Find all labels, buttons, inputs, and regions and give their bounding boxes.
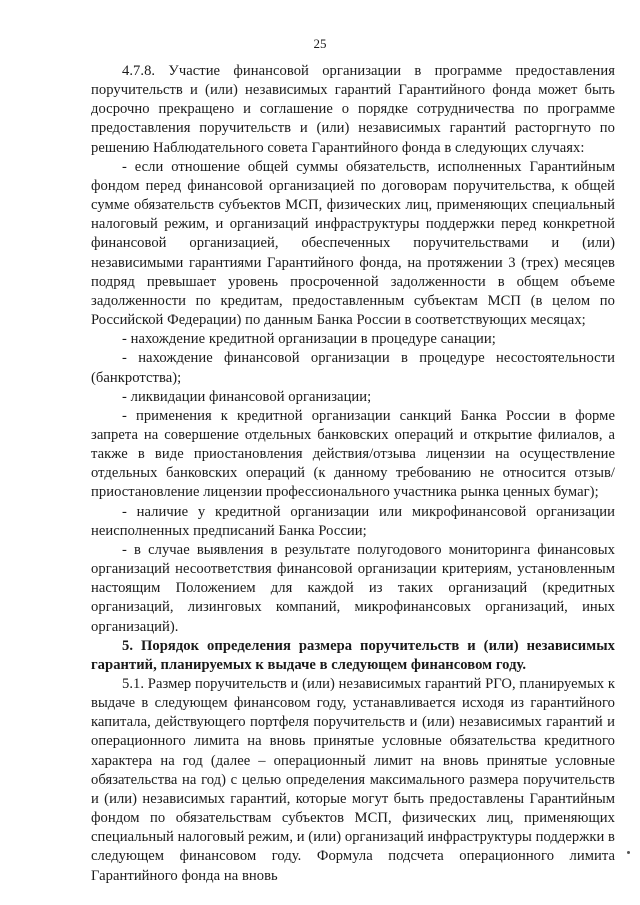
page-number: 25 [313, 36, 327, 51]
scan-speck [627, 851, 630, 854]
paragraph-5-1: 5.1. Размер поручительств и (или) независимых гарантий РГО, планируемых к выдаче в следующем финансовом году, устанавливается исходя из гарантийного капитала, действующего портфеля поручительств и (или) независимых гарантий и операционного лимита на вновь принятые условные обязательства кредитного характера на год (далее – операционный лимит на вновь принятые условные обязательства на год) с целью определения максимального размера поручительств и (или) независимых гарантий, которые могут быть предоставлены Гарантийным фондом по обязательствам субъектов МСП, физических лиц, применяющих специальный налоговый режим, и (или) организаций инфраструктуры поддержки в следующем финансовом году. Формула подсчета операционного лимита Гарантийного фонда на вновь [91, 676, 615, 884]
list-item-monitoring: - в случае выявления в результате полугодового мониторинга финансовых организаций несоответствия финансовой организации критериям, установленным настоящим Положением для каждой из таких организаций (кредитных организаций, лизинговых компаний, микрофинансовых организаций, иных организаций). [91, 541, 615, 635]
section-5-heading: 5. Порядок определения размера поручительств и (или) независимых гарантий, планируемых к выдаче в следующем финансовом году. [91, 637, 615, 673]
document-body [91, 62, 615, 886]
paragraph-4-7-8: 4.7.8. Участие финансовой организации в программе предоставления поручительств и (или) независимых гарантий Гарантийного фонда может быть досрочно прекращено и соглашение о порядке сотрудничества по программе предоставления поручительств и (или) независимых гарантий расторгнуто по решению Наблюдательного совета Гарантийного фонда в следующих случаях: [91, 63, 615, 156]
list-item-sanctions: - применения к кредитной организации санкций Банка России в форме запрета на совершение отдельных банковских операций и открытие филиалов, а также в виде приостановления действия/отзыва лицензии на осуществление отдельных банковских операций (к данному требованию не относится отзыв/приостановление лицензии профессионального участника рынка ценных бумаг); [91, 407, 615, 501]
list-item-overdue-ratio: - если отношение общей суммы обязательств, исполненных Гарантийным фондом перед финансовой организацией по договорам поручительства, к общей сумме обязательств субъектов МСП, физических лиц, применяющих специальный налоговый режим, и организаций инфраструктуры поддержки перед конкретной финансовой организацией, обеспеченных поручительствами и (или) независимыми гарантиями Гарантийного фонда, на протяжении 3 (трех) месяцев подряд превышает уровень просроченной задолженности в общем объеме задолженности по кредитам, предоставленным субъектам МСП (в целом по Российской Федерации) по данным Банка России в соответствующих месяцах; [91, 158, 615, 329]
list-item-sanation: - нахождение кредитной организации в процедуре санации; [122, 331, 496, 348]
list-item-bankruptcy: - нахождение финансовой организации в процедуре несостоятельности (банкротства); [91, 350, 615, 386]
list-item-liquidation: - ликвидации финансовой организации; [122, 388, 372, 405]
list-item-prescriptions: - наличие у кредитной организации или микрофинансовой организации неисполненных предписаний Банка России; [91, 503, 615, 539]
